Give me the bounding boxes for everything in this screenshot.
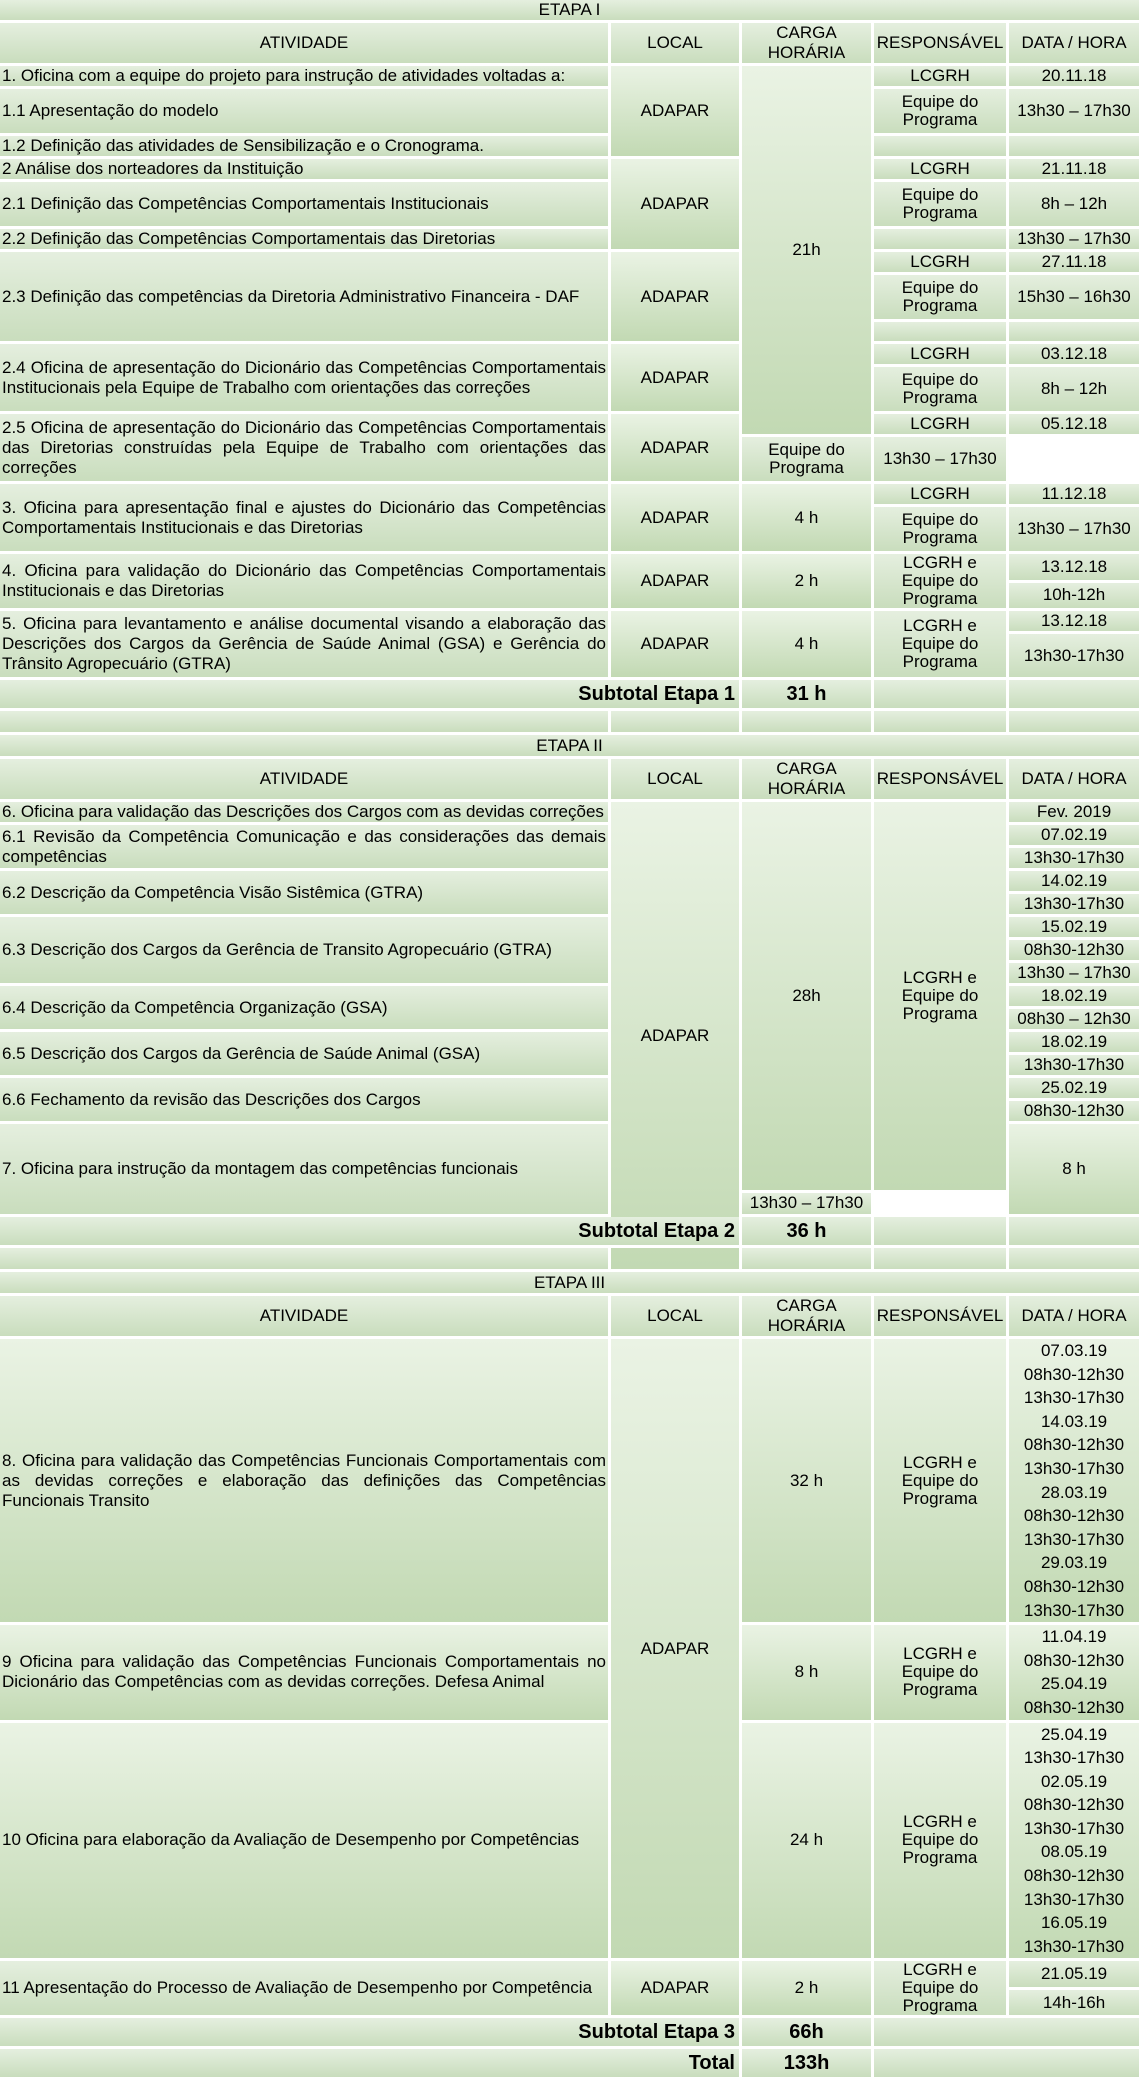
responsible-cell: Equipe do Programa	[874, 275, 1009, 322]
date-line: 08h30-12h30	[1023, 1506, 1125, 1526]
activity-4: 4. Oficina para validação do Dicionário das Competências Comportamentais Institucionais e das Diretorias	[0, 554, 611, 611]
activity-9: 9 Oficina para validação das Competências Funcionais Comportamentais no Dicionário das Competências com as devidas correções. Defesa Animal	[0, 1625, 611, 1722]
local-cell: ADAPAR	[611, 344, 742, 414]
header-row	[0, 1296, 1142, 1339]
header-row	[0, 23, 1142, 66]
date-cell: 27.11.18	[1009, 252, 1142, 275]
responsible-cell: LCGRH e Equipe do Programa	[874, 1723, 1009, 1962]
header-local: LOCAL	[611, 1296, 742, 1339]
date-line: 16.05.19	[1040, 1913, 1108, 1933]
date-cell: 11.12.18	[1009, 484, 1142, 507]
subtotal-label: Subtotal Etapa 1	[0, 680, 742, 711]
activity-2-5: 2.5 Oficina de apresentação do Dicionário das Competências Comportamentais das Diretorias construídas pela Equipe de Trabalho com orientações das correções	[0, 414, 611, 484]
activity-2-1: 2.1 Definição das Competências Comportamentais Institucionais	[0, 182, 611, 229]
time-cell: 8h – 12h	[1009, 367, 1142, 414]
activity-1-2: 1.2 Definição das atividades de Sensibilização e o Cronograma.	[0, 136, 611, 159]
activity-10: 10 Oficina para elaboração da Avaliação de Desempenho por Competências	[0, 1723, 611, 1962]
responsible-cell: Equipe do Programa	[874, 182, 1009, 229]
date-line: 08h30-12h30	[1023, 1650, 1125, 1670]
time-cell: 13h30 – 17h30	[1009, 507, 1142, 554]
empty-cell	[1009, 1217, 1142, 1248]
local-cell: ADAPAR	[611, 1339, 742, 1961]
date-cell: 15.02.19	[1009, 917, 1142, 940]
carga-cell: 21h	[742, 66, 874, 437]
header-carga: CARGA HORÁRIA	[742, 1296, 874, 1339]
header-data: DATA / HORA	[1009, 1296, 1142, 1339]
responsible-cell: LCGRH	[874, 484, 1009, 507]
responsible-cell: Equipe do Programa	[874, 89, 1009, 136]
header-atividade: ATIVIDADE	[0, 759, 611, 802]
dates-list	[1009, 1339, 1142, 1625]
activity-8: 8. Oficina para validação das Competências Funcionais Comportamentais com as devidas correções e elaboração das definições das Competências Funcionais Transito	[0, 1339, 611, 1625]
time-cell: 10h-12h	[1009, 583, 1142, 612]
header-data: DATA / HORA	[1009, 759, 1142, 802]
local-cell: ADAPAR	[611, 159, 742, 252]
local-cell: ADAPAR	[611, 252, 742, 344]
responsible-cell: LCGRH e Equipe do Programa	[874, 554, 1009, 611]
carga-cell: 32 h	[742, 1339, 874, 1625]
carga-cell: 8 h	[742, 1625, 874, 1722]
time-cell: 13h30 – 17h30	[1009, 963, 1142, 986]
activity-1: 1. Oficina com a equipe do projeto para instrução de atividades voltadas a:	[0, 66, 611, 89]
empty-cell	[874, 680, 1009, 711]
activity-2-4: 2.4 Oficina de apresentação do Dicionário das Competências Comportamentais Institucionais pela Equipe de Trabalho com orientações das correções	[0, 344, 611, 414]
responsible-cell: Equipe do Programa	[874, 367, 1009, 414]
subtotal-value: 66h	[742, 2018, 874, 2049]
empty-cell	[874, 1217, 1009, 1248]
dates-list	[1009, 1625, 1142, 1722]
local-cell: ADAPAR	[611, 554, 742, 611]
activity-6-2: 6.2 Descrição da Competência Visão Sistêmica (GTRA)	[0, 871, 611, 917]
time-cell: 13h30-17h30	[1009, 894, 1142, 917]
responsible-cell: LCGRH	[874, 252, 1009, 275]
date-line: 08.05.19	[1040, 1842, 1108, 1862]
activity-2-2: 2.2 Definição das Competências Comportamentais das Diretorias	[0, 229, 611, 252]
activity-6: 6. Oficina para validação das Descrições dos Cargos com as devidas correções	[0, 802, 611, 825]
local-cell: ADAPAR	[611, 66, 742, 159]
date-line: 29.03.19	[1040, 1553, 1108, 1573]
responsible-cell: Equipe do Programa	[874, 507, 1009, 554]
date-line: 13h30-17h30	[1023, 1529, 1125, 1549]
activity-6-6: 6.6 Fechamento da revisão das Descrições dos Cargos	[0, 1078, 611, 1124]
subtotal-row	[0, 680, 1142, 711]
date-line: 08h30-12h30	[1023, 1576, 1125, 1596]
empty-cell	[874, 229, 1009, 252]
carga-cell: 4 h	[742, 484, 874, 554]
responsible-cell: LCGRH	[874, 66, 1009, 89]
date-line: 13h30-17h30	[1023, 1748, 1125, 1768]
time-cell: 8h – 12h	[1009, 182, 1142, 229]
empty-cell	[874, 322, 1009, 344]
activity-7: 7. Oficina para instrução da montagem das competências funcionais	[0, 1124, 611, 1217]
empty-cell	[874, 2018, 1142, 2049]
date-line: 13h30-17h30	[1023, 1818, 1125, 1838]
subtotal-value: 36 h	[742, 1217, 874, 1248]
subtotal-row	[0, 1217, 1142, 1248]
time-cell: 08h30 – 12h30	[1009, 1009, 1142, 1032]
time-cell: 13h30-17h30	[1009, 848, 1142, 871]
spacer-row	[0, 1248, 1142, 1272]
header-data: DATA / HORA	[1009, 23, 1142, 66]
date-line: 08h30-12h30	[1023, 1697, 1125, 1717]
local-cell: ADAPAR	[611, 484, 742, 554]
time-cell: 13h30-17h30	[1009, 1055, 1142, 1078]
activity-6-1: 6.1 Revisão da Competência Comunicação e das considerações das demais competências	[0, 825, 611, 871]
date-line: 13h30-17h30	[1023, 1388, 1125, 1408]
empty-cell	[874, 136, 1009, 159]
header-atividade: ATIVIDADE	[0, 23, 611, 66]
time-cell: 13h30 – 17h30	[874, 437, 1009, 484]
header-atividade: ATIVIDADE	[0, 1296, 611, 1339]
date-cell: 18.02.19	[1009, 986, 1142, 1009]
date-cell: 03.12.18	[1009, 344, 1142, 367]
local-cell: ADAPAR	[611, 611, 742, 680]
subtotal-label: Subtotal Etapa 2	[0, 1217, 742, 1248]
header-carga: CARGA HORÁRIA	[742, 23, 874, 66]
etapa1-title: ETAPA I	[0, 0, 1142, 23]
date-cell: 05.12.18	[1009, 414, 1142, 437]
responsible-cell: LCGRH e Equipe do Programa	[874, 1625, 1009, 1722]
time-cell: 13h30 – 17h30	[1009, 229, 1142, 252]
date-line: 08h30-12h30	[1023, 1364, 1125, 1384]
date-line: 13h30-17h30	[1023, 1889, 1125, 1909]
activity-2-3: 2.3 Definição das competências da Diretoria Administrativo Financeira - DAF	[0, 252, 611, 344]
date-line: 28.03.19	[1040, 1482, 1108, 1502]
carga-cell: 28h	[742, 802, 874, 1193]
date-line: 02.05.19	[1040, 1771, 1108, 1791]
header-local: LOCAL	[611, 23, 742, 66]
date-cell: 21.05.19	[1009, 1961, 1142, 1990]
activity-6-3: 6.3 Descrição dos Cargos da Gerência de Transito Agropecuário (GTRA)	[0, 917, 611, 986]
total-row	[0, 2049, 1142, 2080]
time-cell: 13h30-17h30	[1009, 634, 1142, 680]
total-value: 133h	[742, 2049, 874, 2080]
time-cell: 08h30-12h30	[1009, 940, 1142, 963]
date-line: 13h30-17h30	[1023, 1600, 1125, 1620]
date-cell: 13.12.18	[1009, 611, 1142, 634]
carga-cell: 2 h	[742, 554, 874, 611]
subtotal-row	[0, 2018, 1142, 2049]
responsible-cell: LCGRH	[874, 159, 1009, 182]
responsible-cell: LCGRH e Equipe do Programa	[874, 611, 1009, 680]
date-line: 11.04.19	[1041, 1627, 1107, 1647]
date-cell: 14.02.19	[1009, 871, 1142, 894]
responsible-cell: LCGRH e Equipe do Programa	[874, 1339, 1009, 1625]
local-cell: ADAPAR	[611, 414, 742, 484]
time-cell: 13h30 – 17h30	[742, 1193, 874, 1217]
responsible-cell: Equipe do Programa	[742, 437, 874, 484]
header-row	[0, 759, 1142, 802]
carga-cell: 2 h	[742, 1961, 874, 2018]
date-line: 08h30-12h30	[1023, 1435, 1125, 1455]
activity-1-1: 1.1 Apresentação do modelo	[0, 89, 611, 136]
carga-cell: 8 h	[1009, 1124, 1142, 1217]
empty-cell	[1009, 136, 1142, 159]
activity-2: 2 Análise dos norteadores da Instituição	[0, 159, 611, 182]
time-cell: 08h30-12h30	[1009, 1101, 1142, 1124]
header-responsavel: RESPONSÁVEL	[874, 759, 1009, 802]
header-responsavel: RESPONSÁVEL	[874, 23, 1009, 66]
time-cell: 13h30 – 17h30	[1009, 89, 1142, 136]
empty-cell	[874, 2049, 1142, 2080]
time-cell: 14h-16h	[1009, 1990, 1142, 2019]
time-cell: 15h30 – 16h30	[1009, 275, 1142, 322]
date-cell: 07.02.19	[1009, 825, 1142, 848]
date-cell: 25.02.19	[1009, 1078, 1142, 1101]
empty-cell	[1009, 680, 1142, 711]
date-cell: Fev. 2019	[1009, 802, 1142, 825]
carga-cell: 24 h	[742, 1723, 874, 1962]
total-label: Total	[0, 2049, 742, 2080]
subtotal-value: 31 h	[742, 680, 874, 711]
activity-5: 5. Oficina para levantamento e análise documental visando a elaboração das Descrições dos Cargos da Gerência de Saúde Animal (GSA) e Gerência do Trânsito Agropecuário (GTRA)	[0, 611, 611, 680]
etapa2-title: ETAPA II	[0, 735, 1142, 759]
activity-11: 11 Apresentação do Processo de Avaliação de Desempenho por Competência	[0, 1961, 611, 2018]
date-cell: 20.11.18	[1009, 66, 1142, 89]
dates-list	[1009, 1723, 1142, 1962]
date-line: 08h30-12h30	[1023, 1795, 1125, 1815]
date-line: 07.03.19	[1040, 1341, 1108, 1360]
activity-3: 3. Oficina para apresentação final e ajustes do Dicionário das Competências Comportamentais Institucionais e das Diretorias	[0, 484, 611, 554]
header-carga: CARGA HORÁRIA	[742, 759, 874, 802]
responsible-cell: LCGRH e Equipe do Programa	[874, 802, 1009, 1193]
date-line: 25.04.19	[1040, 1674, 1108, 1694]
responsible-cell: LCGRH	[874, 414, 1009, 437]
spacer-row	[0, 711, 1142, 735]
date-line: 25.04.19	[1040, 1724, 1108, 1744]
etapa3-title: ETAPA III	[0, 1272, 1142, 1296]
date-line: 08h30-12h30	[1023, 1866, 1125, 1886]
activity-6-4: 6.4 Descrição da Competência Organização (GSA)	[0, 986, 611, 1032]
local-cell: ADAPAR	[611, 1961, 742, 2018]
responsible-cell: LCGRH e Equipe do Programa	[874, 1961, 1009, 2018]
local-cell: ADAPAR	[611, 802, 742, 1272]
date-cell: 21.11.18	[1009, 159, 1142, 182]
date-cell: 13.12.18	[1009, 554, 1142, 583]
responsible-cell: LCGRH	[874, 344, 1009, 367]
carga-cell: 4 h	[742, 611, 874, 680]
date-cell: 18.02.19	[1009, 1032, 1142, 1055]
header-responsavel: RESPONSÁVEL	[874, 1296, 1009, 1339]
date-line: 14.03.19	[1040, 1411, 1108, 1431]
subtotal-label: Subtotal Etapa 3	[0, 2018, 742, 2049]
header-local: LOCAL	[611, 759, 742, 802]
date-line: 13h30-17h30	[1023, 1458, 1125, 1478]
empty-cell	[1009, 322, 1142, 344]
date-line: 13h30-17h30	[1023, 1936, 1125, 1956]
activity-6-5: 6.5 Descrição dos Cargos da Gerência de Saúde Animal (GSA)	[0, 1032, 611, 1078]
